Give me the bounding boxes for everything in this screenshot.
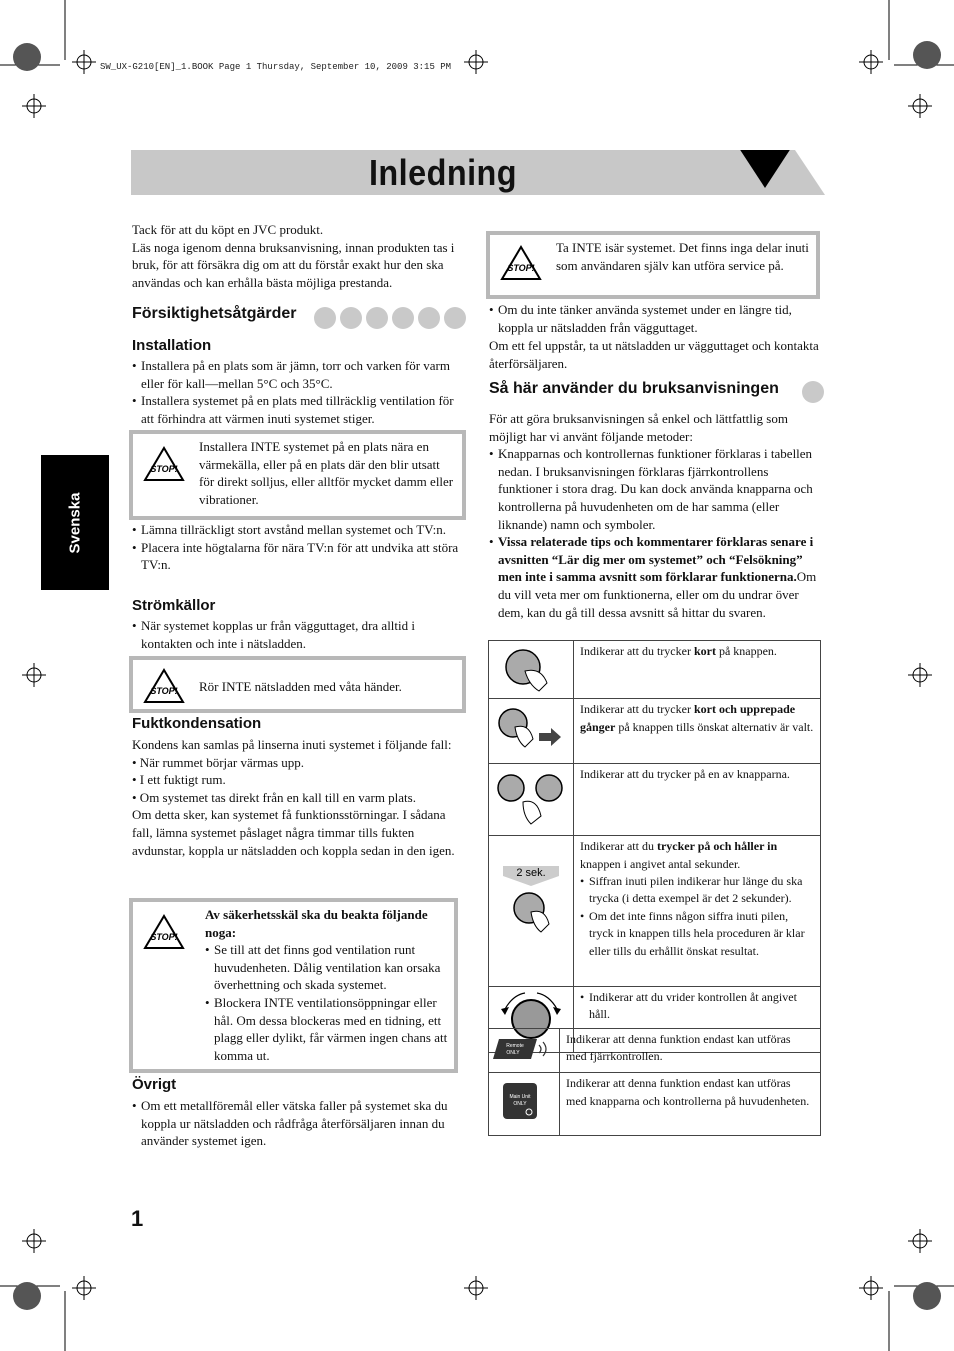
main-only-text: Indikerar att denna funktion endast kan utföras med knapparna och kontrollerna på huvudenheten. <box>560 1073 821 1135</box>
either-text: Indikerar att du trycker på en av knapparna. <box>574 763 821 835</box>
repeat-text: Indikerar att du trycker kort och upprepade gånger på knappen tills önskat alternativ är valt. <box>574 699 821 763</box>
list-item: • Indikerar att du vrider kontrollen åt angivet håll. <box>580 989 814 1024</box>
right-para: Om ett fel uppstår, ta ut nätsladden ur vägguttaget och kontakta återförsäljaren. <box>489 338 819 371</box>
title-bar <box>131 150 825 195</box>
table-row <box>489 1029 821 1073</box>
table-row <box>489 699 821 763</box>
svg-text:STOP!: STOP! <box>150 932 178 942</box>
intro-line-1: Tack för att du köpt en JVC produkt. <box>132 222 324 237</box>
language-tab <box>41 455 109 590</box>
hold-text: Indikerar att du trycker på och håller in knappen i angivet antal sekunder. • Siffran inuti pilen indikerar hur länge du ska trycka (i detta exempel är det 2 sekunder). • Om det inte finns någon siffra inuti pilen, tryck in knappen tills hela proceduren är klar eller tills du erhållit önskat resultat. <box>574 836 821 986</box>
press-text: Indikerar att du trycker kort på knappen. <box>574 641 821 699</box>
table-row <box>489 763 821 835</box>
right-list <box>489 301 821 336</box>
svg-text:Main Unit: Main Unit <box>509 1094 531 1101</box>
stop-icon <box>143 446 185 482</box>
heading-dots <box>314 307 466 329</box>
hold-icon-cell <box>489 836 574 986</box>
press-hold-icon <box>489 836 573 980</box>
condensation-item: • Om systemet tas direkt från en kall till en varm plats. <box>132 789 416 805</box>
remote-only-text: Indikerar att denna funktion endast kan utföras med fjärrkontrollen. <box>560 1029 821 1073</box>
hold-list <box>580 873 814 960</box>
heading-installation: Installation <box>132 337 212 354</box>
other-list <box>132 1097 466 1150</box>
svg-text:ONLY: ONLY <box>506 1050 520 1056</box>
svg-text:STOP!: STOP! <box>150 464 178 474</box>
hold-seconds-label: 2 sek. <box>516 867 546 880</box>
svg-text:Remote: Remote <box>506 1043 524 1049</box>
safety-box <box>129 898 458 1073</box>
heading-condensation: Fuktkondensation <box>132 715 262 732</box>
list-item: • När systemet kopplas ur från vägguttaget, dra alltid i kontakten och inte i nätsladden. <box>132 617 466 652</box>
either-button-icon <box>489 764 573 830</box>
stop-icon <box>143 914 185 950</box>
installation-list-2 <box>132 521 466 574</box>
turn-list <box>580 989 814 1024</box>
condensation-item: • I ett fuktigt rum. <box>132 772 226 788</box>
condensation-intro: Kondens kan samlas på linserna inuti systemet i följande fall: <box>132 737 452 752</box>
list-item: • Placera inte högtalarna för nära TV:n för att undvika att störa TV:n. <box>132 539 466 574</box>
intro <box>132 221 466 291</box>
press-button-icon <box>489 641 573 693</box>
howto-text <box>489 410 821 621</box>
heading-dots <box>802 381 824 403</box>
warning-text: Rör INTE nätsladden med våta händer. <box>199 679 402 694</box>
remote-only-cell <box>489 1029 560 1073</box>
warning-box <box>129 430 466 520</box>
stop-icon <box>143 668 185 704</box>
page-number: 1 <box>131 1206 144 1231</box>
list-item: • Lämna tillräckligt stort avstånd mellan systemet och TV:n. <box>132 521 466 539</box>
table-row <box>489 836 821 986</box>
svg-text:ONLY: ONLY <box>513 1101 527 1108</box>
svg-text:STOP!: STOP! <box>150 686 178 696</box>
heading-other: Övrigt <box>132 1076 177 1093</box>
page-title: Inledning <box>368 152 518 193</box>
condensation-outro: Om detta sker, kan systemet få funktionsstörningar. I sådana fall, lämna systemet påslaget några timmar tills fukten avdunstar, koppla ur nätsladden och koppla sedan in den igen. <box>132 807 455 858</box>
only-legend-table <box>488 1028 821 1136</box>
list-item: • Om det inte finns någon siffra inuti pilen, tryck in knappen tills hela proceduren är klar eller tills du erhållit önskat resultat. <box>580 908 814 960</box>
warning-box <box>129 656 466 713</box>
condensation-item: • När rummet börjar värmas upp. <box>132 754 305 770</box>
list-item: • Om du inte tänker använda systemet under en längre tid, koppla ur nätsladden från vägguttaget. <box>489 301 821 336</box>
print-header: SW_UX-G210[EN]_1.BOOK Page 1 Thursday, September 10, 2009 3:15 PM <box>100 62 452 72</box>
warning-box <box>486 231 820 299</box>
list-item: • Installera systemet på en plats med tillräcklig ventilation för att förhindra att värmen inuti systemet stiger. <box>132 392 466 427</box>
language-tab-label: Svenska <box>66 492 84 553</box>
list-item: • Vissa relaterade tips och kommentarer förklaras senare i avsnitten “Lär dig mer om systemet” och “Felsökning” men inte i samma avsnitt som förklarar funktionerna.Om du vill veta mer om funktionerna, eller om du undrar över dem, kan du gå till dessa avsnitt så hittar du svaren. <box>489 533 821 621</box>
warning-text: Installera INTE systemet på en plats nära en värmekälla, eller på en plats där den blir utsatt för direkt solljus, eller alltför mycket damm eller vibrationer. <box>199 439 454 507</box>
howto-list <box>489 445 821 621</box>
installation-list <box>132 357 466 427</box>
table-row <box>489 1073 821 1135</box>
svg-text:STOP!: STOP! <box>507 263 535 273</box>
howto-intro: För att göra bruksanvisningen så enkel och lättfattlig som möjligt har vi använt följande metoder: <box>489 411 788 444</box>
main-only-cell <box>489 1073 560 1135</box>
list-item: • Blockera INTE ventilationsöppningar eller hål. Om dessa blockeras med en tidning, ett plagg eller dylikt, får värmen ingen chans att komma ut. <box>205 994 451 1064</box>
list-item: • Siffran inuti pilen indikerar hur länge du ska trycka (i detta exempel är det 2 sekunder). <box>580 873 814 908</box>
list-item: • Om ett metallföremål eller vätska faller på systemet ska du koppla ur nätsladden och rådfråga återförsäljaren innan du använder systemet igen. <box>132 1097 466 1150</box>
main-unit-only-badge <box>489 1073 559 1129</box>
intro-line-2: Läs noga igenom denna bruksanvisning, innan produkten tas i bruk, för att försäkra dig om att du förstår exakt hur den ska användas och kan erhålla bästa möjliga prestanda. <box>132 239 455 290</box>
condensation-text <box>132 736 466 859</box>
warning-text: Ta INTE isär systemet. Det finns inga delar inuti som användaren själv kan utföra service på. <box>556 240 809 273</box>
heading-howto: Så här använder du bruksanvisningen <box>489 380 779 397</box>
stop-icon <box>500 245 542 281</box>
list-item: • Knapparnas och kontrollernas funktioner förklaras i tabellen nedan. I bruksanvisningen förklaras fjärrkontrollens funktioner i stora drag. Du kan dock använda knapparna och kontrollerna på huvudenheten om de har samma (eller liknande) namn och symboler. <box>489 445 821 533</box>
press-icon-cell <box>489 641 574 699</box>
safety-title: Av säkerhetsskäl ska du beakta följande noga: <box>205 907 428 940</box>
power-list <box>132 617 466 652</box>
icon-legend-table <box>488 640 821 1053</box>
heading-precautions: Försiktighetsåtgärder <box>132 305 297 322</box>
table-row <box>489 641 821 699</box>
safety-list <box>205 941 451 1064</box>
remote-only-badge <box>489 1029 559 1067</box>
list-item: • Installera på en plats som är jämn, torr och varken för varm eller för kall—mellan 5°C och 35°C. <box>132 357 466 392</box>
repeat-press-icon <box>489 699 573 757</box>
list-item: • Se till att det finns god ventilation runt huvudenheten. Dålig ventilation kan orsaka överhettning och skada systemet. <box>205 941 451 994</box>
repeat-icon-cell <box>489 699 574 763</box>
heading-power: Strömkällor <box>132 597 216 614</box>
either-icon-cell <box>489 763 574 835</box>
